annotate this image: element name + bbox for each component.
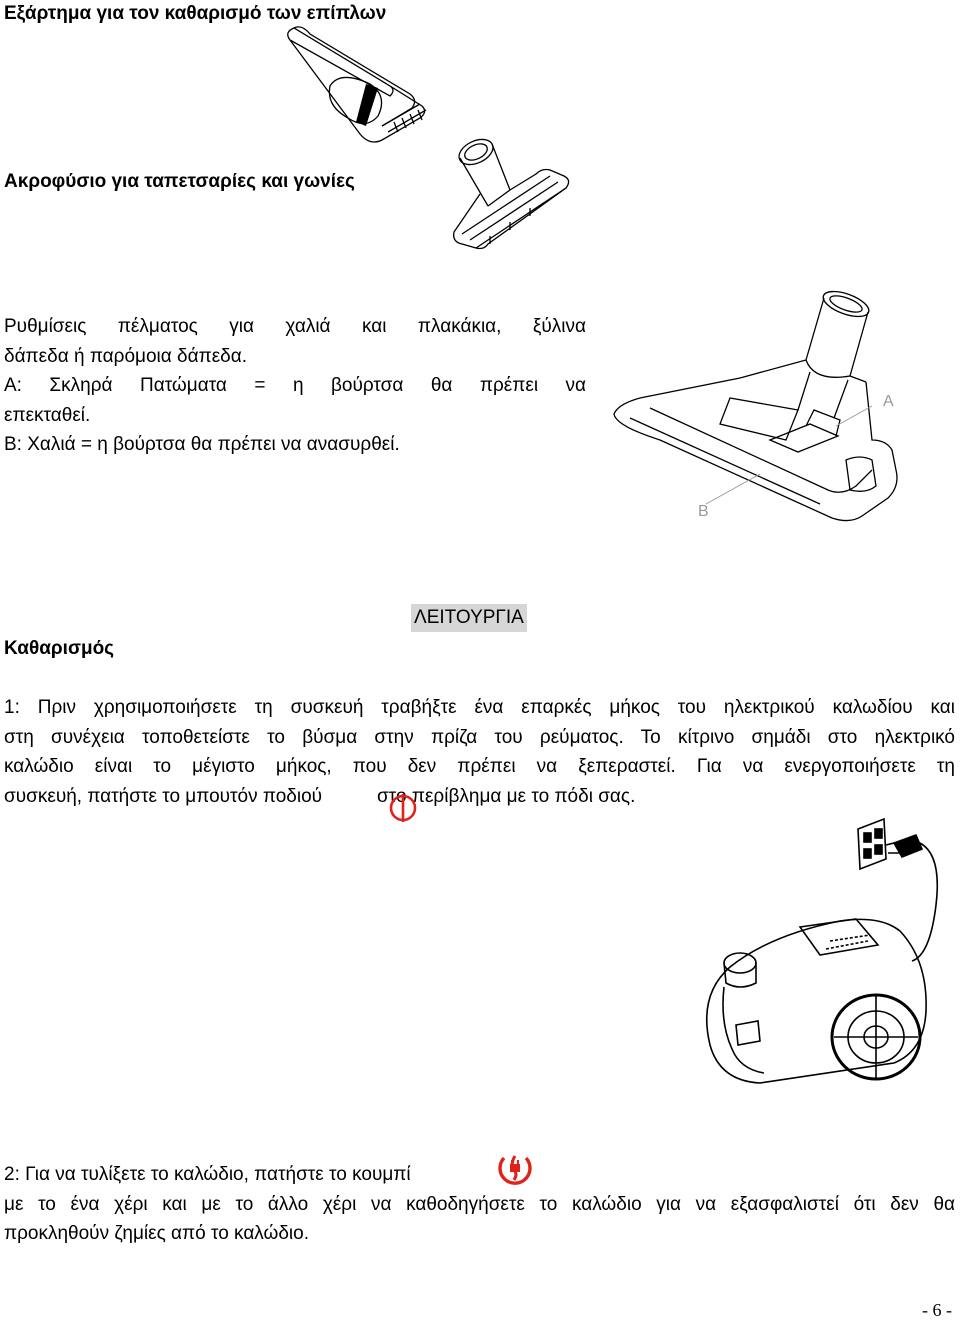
text-line: 2: Για να τυλίξετε το καλώδιο, πατήστε το κουμπί: [4, 1164, 411, 1185]
text-line: Ρυθμίσεις πέλματος για χαλιά και πλακάκια, ξύλινα: [4, 316, 586, 337]
step-2-paragraph: [4, 1160, 955, 1249]
text-line: [4, 782, 955, 812]
crevice-nozzle-heading: Ακροφύσιο για ταπετσαρίες και γωνίες: [4, 171, 355, 192]
cord-rewind-icon: [496, 1148, 534, 1186]
text-line: Α: Σκληρά Πατώματα = η βούρτσα θα πρέπει να: [4, 375, 586, 396]
upholstery-tool-heading: Εξάρτημα για τον καθαρισμό των επίπλων: [4, 3, 387, 24]
upholstery-tool-illustration: [270, 26, 440, 156]
cleaning-heading: Καθαρισμός: [4, 638, 115, 659]
floor-brush-instructions: [4, 312, 586, 460]
operation-section-badge: ΛΕΙΤΟΥΡΓΙΑ: [411, 604, 527, 632]
text-line: στη συνέχεια τοποθετείστε το βύσμα στην πρίζα του ρεύματος. Το κίτρινο σημάδι στο ηλεκτρικό: [4, 726, 955, 748]
text-line: προκληθούν ζημίες από το καλώδιο.: [4, 1223, 309, 1244]
step-1-paragraph: [4, 693, 955, 811]
text-line: 1: Πριν χρησιμοποιήσετε τη συσκευή τραβήξτε ένα επαρκές μήκος του ηλεκτρικού καλωδίου και: [4, 697, 955, 718]
wall-nozzle-illustration: [440, 136, 580, 256]
text-line: δάπεδα ή παρόμοια δάπεδα.: [4, 345, 248, 367]
label-a: A: [883, 393, 894, 410]
text-line: με το ένα χέρι και με το άλλο χέρι να καθοδηγήσετε το καλώδιο για να εξασφαλιστεί ότι δεν θα: [4, 1193, 955, 1215]
page-number: - 6 -: [922, 1300, 952, 1320]
text-line: καλώδιο είναι το μέγιστο μήκος, που δεν πρέπει να ξεπεραστεί. Για να ενεργοποιήσετε τη: [4, 756, 955, 777]
label-b: B: [698, 503, 709, 520]
text-line: Β: Χαλιά = η βούρτσα θα πρέπει να ανασυρθεί.: [4, 434, 400, 455]
text-fragment: συσκευή, πατήστε το μπουτόν ποδιού: [4, 785, 323, 807]
text-fragment: στο περίβλημα με το πόδι σας.: [377, 785, 636, 807]
floor-brush-illustration: [610, 290, 930, 530]
vacuum-cleaner-illustration: [680, 815, 950, 1095]
power-button-icon: [388, 793, 418, 823]
text-line: επεκταθεί.: [4, 404, 91, 426]
